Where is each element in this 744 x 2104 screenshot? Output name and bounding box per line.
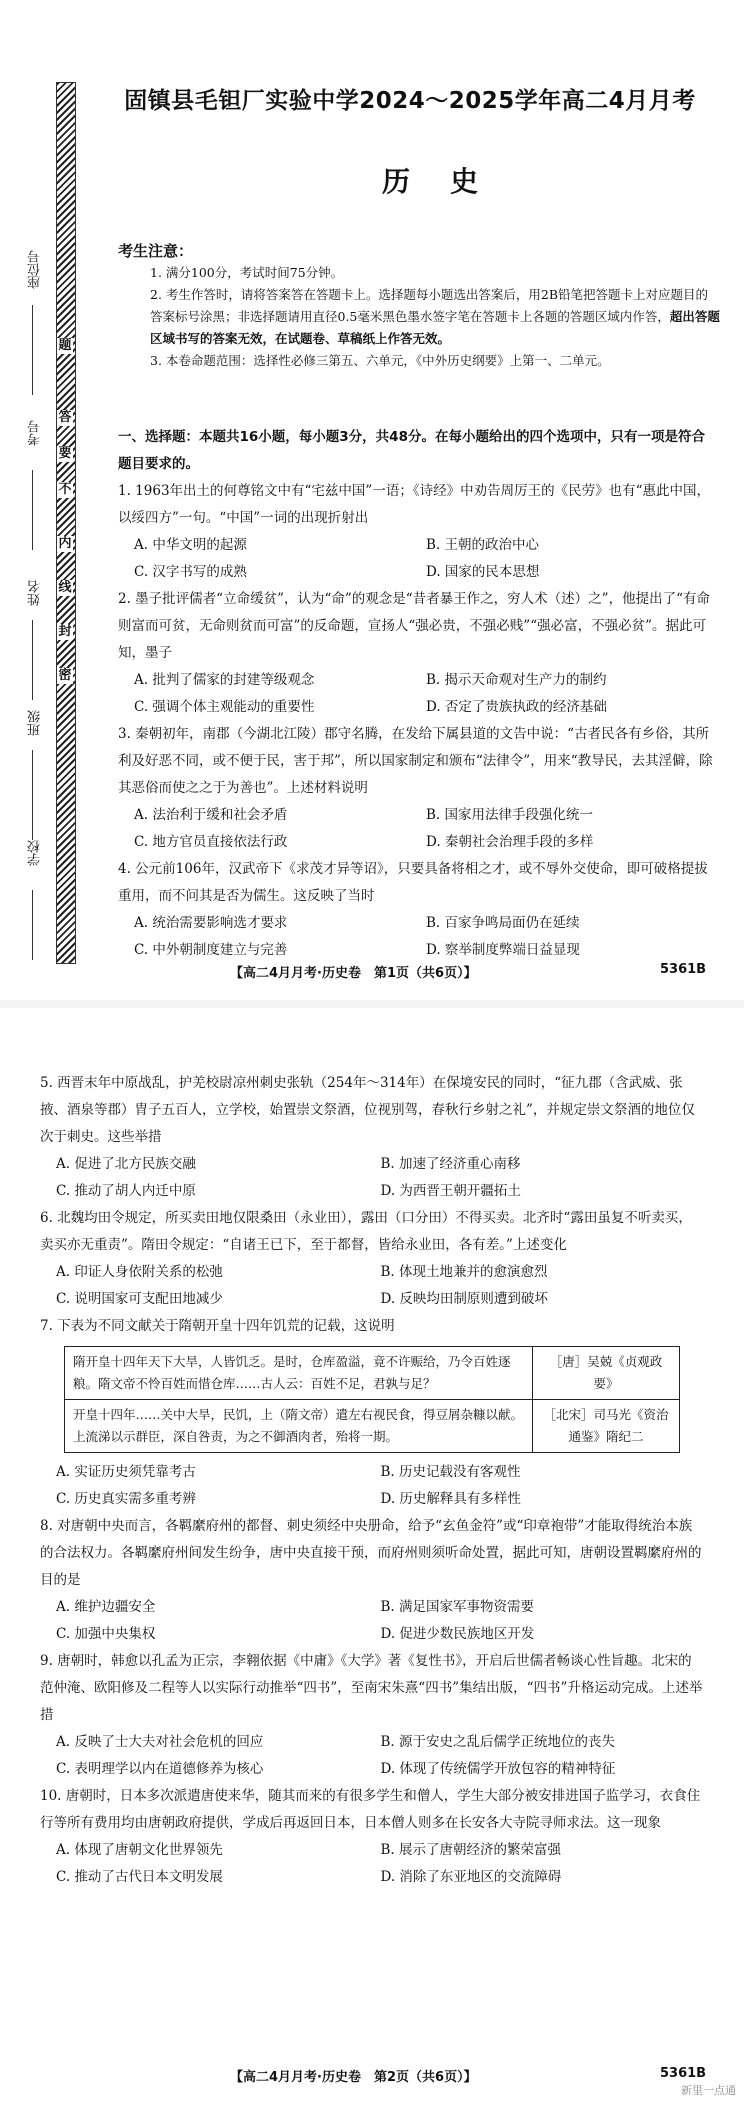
option-b: B. 满足国家军事物资需要	[380, 1599, 535, 1615]
question-text: 8. 对唐朝中央而言，各羁縻府州的都督、刺史须经中央册命，给予“玄鱼金符”或“印章袍带”才能取得统治本族的合法权力。各羁縻府州间发生纷争，唐中央直接干预，而府州则须听命处置，据此可知，唐朝设置羁縻府州的目的是	[40, 1518, 702, 1588]
page-footer: 【高二4月月考·历史卷 第1页（共6页）】	[230, 966, 477, 981]
source-table	[64, 1346, 680, 1453]
question-4	[118, 856, 718, 964]
question-text: 2. 墨子批评儒者“立命缓贫”，认为“命”的观念是“昔者暴王作之，穷人术（述）之”，他提出了“有命则富而可贫，无命则贫而可富”的反命题，宣扬人“强必贵，不强必贱”“强必富，不强必贫”。据此可知，墨子	[118, 591, 710, 661]
table-cell-content: 隋开皇十四年天下大旱，人皆饥乏。是时，仓库盈溢，竟不许赈给，乃令百姓逐粮。隋文帝不怜百姓而惜仓库……古人云：百姓不足，君孰与足？	[65, 1347, 533, 1400]
question-text: 4. 公元前106年，汉武帝下《求茂才异等诏》，只要具备将相之才，或不辱外交使命，即可破格提拔重用，而不问其是否为儒生。这反映了当时	[118, 861, 708, 904]
option-a: A. 中华文明的起源	[134, 537, 247, 553]
page-footer: 【高二4月月考·历史卷 第2页（共6页）】	[230, 2070, 477, 2085]
notice-heading: 考生注意：	[118, 242, 194, 260]
questions-page-1	[118, 424, 718, 964]
binding-label: 要	[58, 446, 72, 461]
paper-code: 5361B	[660, 962, 707, 977]
question-text: 3. 秦朝初年，南郡（今湖北江陵）郡守名腾，在发给下属县道的文告中说：“古者民各有乡俗，其所利及好恶不同，或不便于民，害于邦”，所以国家制定和颁布“法律令”，用来“教导民，去其淫僻，除其恶俗而使之之于为善也”。上述材料说明	[118, 726, 713, 796]
question-text: 10. 唐朝时，日本多次派遣唐使来华，随其而来的有很多学生和僧人，学生大部分被安排进国子监学习，衣食住行等所有费用均由唐朝政府提供，学成后再返回日本，日本僧人则多在长安各大寺院寻师求法。这一现象	[40, 1788, 701, 1831]
option-d: D. 促进少数民族地区开发	[380, 1626, 535, 1642]
notice-list	[150, 262, 720, 372]
table-row	[65, 1347, 680, 1400]
option-a: A. 维护边疆安全	[56, 1599, 156, 1615]
option-b: B. 揭示天命观对生产力的制约	[426, 672, 607, 688]
binding-label: 不	[58, 482, 72, 497]
option-d: D. 历史解释具有多样性	[380, 1491, 521, 1507]
option-a: A. 促进了北方民族交融	[56, 1156, 196, 1172]
binding-label: 封	[58, 624, 72, 639]
binding-label: 题	[58, 338, 72, 353]
questions-page-2	[40, 1070, 705, 1891]
question-text: 1. 1963年出土的何尊铭文中有“宅兹中国”一语；《诗经》中劝告周厉王的《民劳》也有“惠此中国，以绥四方”一句。“中国”一词的出现折射出	[118, 483, 710, 526]
option-d: D. 消除了东亚地区的交流障碍	[380, 1869, 562, 1885]
option-a: A. 批判了儒家的封建等级观念	[134, 672, 315, 688]
table-row	[65, 1400, 680, 1453]
option-c: C. 表明理学以内在道德修养为核心	[56, 1761, 264, 1777]
option-d: D. 反映均田制原则遭到破坏	[380, 1291, 548, 1307]
option-a: A. 印证人身依附关系的松弛	[56, 1264, 223, 1280]
question-8	[40, 1513, 705, 1648]
section-title: 一、选择题：本题共16小题，每小题3分，共48分。在每小题给出的四个选项中，只有一项是符合题目要求的。	[118, 429, 705, 472]
question-10	[40, 1783, 705, 1891]
seat-number-field: 座位号	[28, 250, 43, 289]
binding-label: 密	[58, 668, 72, 683]
option-a: A. 反映了士大夫对社会危机的回应	[56, 1734, 264, 1750]
question-7	[40, 1313, 705, 1513]
exam-page-2	[0, 1008, 744, 2104]
question-text: 7. 下表为不同文献关于隋朝开皇十四年饥荒的记载，这说明	[40, 1318, 395, 1334]
exam-number-field: 考号	[28, 420, 43, 446]
option-a: A. 实证历史须凭靠考古	[56, 1464, 196, 1480]
option-c: C. 强调个体主观能动的重要性	[134, 699, 315, 715]
question-5	[40, 1070, 705, 1205]
option-c: C. 历史真实需多重考辨	[56, 1491, 196, 1507]
option-b: B. 王朝的政治中心	[426, 537, 540, 553]
binding-strip	[56, 82, 76, 964]
option-a: A. 统治需要影响选才要求	[134, 915, 288, 931]
option-c: C. 说明国家可支配田地减少	[56, 1291, 223, 1307]
option-b: B. 历史记载没有客观性	[380, 1464, 521, 1480]
exam-title: 固镇县毛钽厂实验中学2024～2025学年高二4月月考	[124, 88, 696, 114]
option-d: D. 国家的民本思想	[426, 564, 540, 580]
watermark: 新里一点通	[681, 2084, 736, 2097]
option-d: D. 体现了传统儒学开放包容的精神特征	[380, 1761, 616, 1777]
option-d: D. 否定了贵族执政的经济基础	[426, 699, 607, 715]
binding-label: 线	[58, 580, 72, 595]
question-text: 9. 唐朝时，韩愈以孔孟为正宗，李翱依据《中庸》《大学》著《复性书》，开启后世儒者畅谈心性旨趣。北宋的范仲淹、欧阳修及二程等人以实际行动推举“四书”，至南宋朱熹“四书”集结出版，“四书”升格运动完成。上述举措	[40, 1653, 703, 1723]
option-c: C. 汉字书写的成熟	[134, 564, 247, 580]
notice-item: 2. 考生作答时，请将答案答在答题卡上。选择题每小题选出答案后，用2B铅笔把答题卡上对应题目的答案标号涂黑；非选择题请用直径0.5毫米黑色墨水签字笔在答题卡上各题的答题区域内作答，超出答题区域书写的答案无效，在试题卷、草稿纸上作答无效。	[150, 287, 720, 346]
binding-label: 内	[58, 536, 72, 551]
option-a: A. 法治利于缓和社会矛盾	[134, 807, 288, 823]
option-b: B. 展示了唐朝经济的繁荣富强	[380, 1842, 562, 1858]
school-field: 学校	[28, 840, 43, 866]
question-9	[40, 1648, 705, 1783]
option-a: A. 体现了唐朝文化世界领先	[56, 1842, 223, 1858]
option-c: C. 推动了胡人内迁中原	[56, 1183, 196, 1199]
paper-code: 5361B	[660, 2066, 707, 2081]
question-3	[118, 721, 718, 856]
option-b: B. 百家争鸣局面仍在延续	[426, 915, 580, 931]
option-c: C. 中外朝制度建立与完善	[134, 942, 288, 958]
question-text: 6. 北魏均田令规定，所买卖田地仅限桑田（永业田），露田（口分田）不得买卖。北齐时“露田虽复不听卖买，卖买亦无重责”。隋田令规定：“自诸王已下，至于都督，皆给永业田，各有差。”上述变化	[40, 1210, 692, 1253]
table-cell-citation: ［北宋］司马光《资治通鉴》隋纪二	[533, 1400, 680, 1453]
table-cell-citation: ［唐］吴兢《贞观政要》	[533, 1347, 680, 1400]
option-c: C. 地方官员直接依法行政	[134, 834, 288, 850]
notice-item: 1. 满分100分，考试时间75分钟。	[150, 265, 344, 280]
subject-title: 历史	[381, 165, 518, 198]
option-b: B. 加速了经济重心南移	[380, 1156, 521, 1172]
notice-item: 3. 本卷命题范围：选择性必修三第五、六单元，《中外历史纲要》上第一、二单元。	[150, 353, 610, 368]
option-b: B. 体现土地兼并的愈演愈烈	[380, 1264, 548, 1280]
option-d: D. 察举制度弊端日益显现	[426, 942, 580, 958]
option-c: C. 推动了古代日本文明发展	[56, 1869, 223, 1885]
question-text: 5. 西晋末年中原战乱，护羌校尉凉州刺史张轨（254年～314年）在保境安民的同时，“征九郡（含武威、张掖、酒泉等郡）胄子五百人，立学校，始置崇文祭酒，位视别驾，春秋行乡射之礼”，并规定崇文祭酒的地位仅次于刺史。这些举措	[40, 1075, 695, 1145]
class-field: 班级	[28, 710, 43, 736]
option-b: B. 国家用法律手段强化统一	[426, 807, 594, 823]
question-1	[118, 478, 718, 586]
question-6	[40, 1205, 705, 1313]
option-d: D. 为西晋王朝开疆拓土	[380, 1183, 521, 1199]
option-c: C. 加强中央集权	[56, 1626, 156, 1642]
binding-label: 答	[58, 410, 72, 425]
question-2	[118, 586, 718, 721]
option-b: B. 源于安史之乱后儒学正统地位的丧失	[380, 1734, 616, 1750]
exam-page-1	[0, 0, 744, 1008]
option-d: D. 秦朝社会治理手段的多样	[426, 834, 594, 850]
name-field: 姓名	[28, 580, 43, 606]
table-cell-content: 开皇十四年……关中大旱，民饥，上（隋文帝）遣左右视民食，得豆屑杂糠以献。上流涕以示群臣，深自咎责，为之不御酒肉者，殆将一期。	[65, 1400, 533, 1453]
